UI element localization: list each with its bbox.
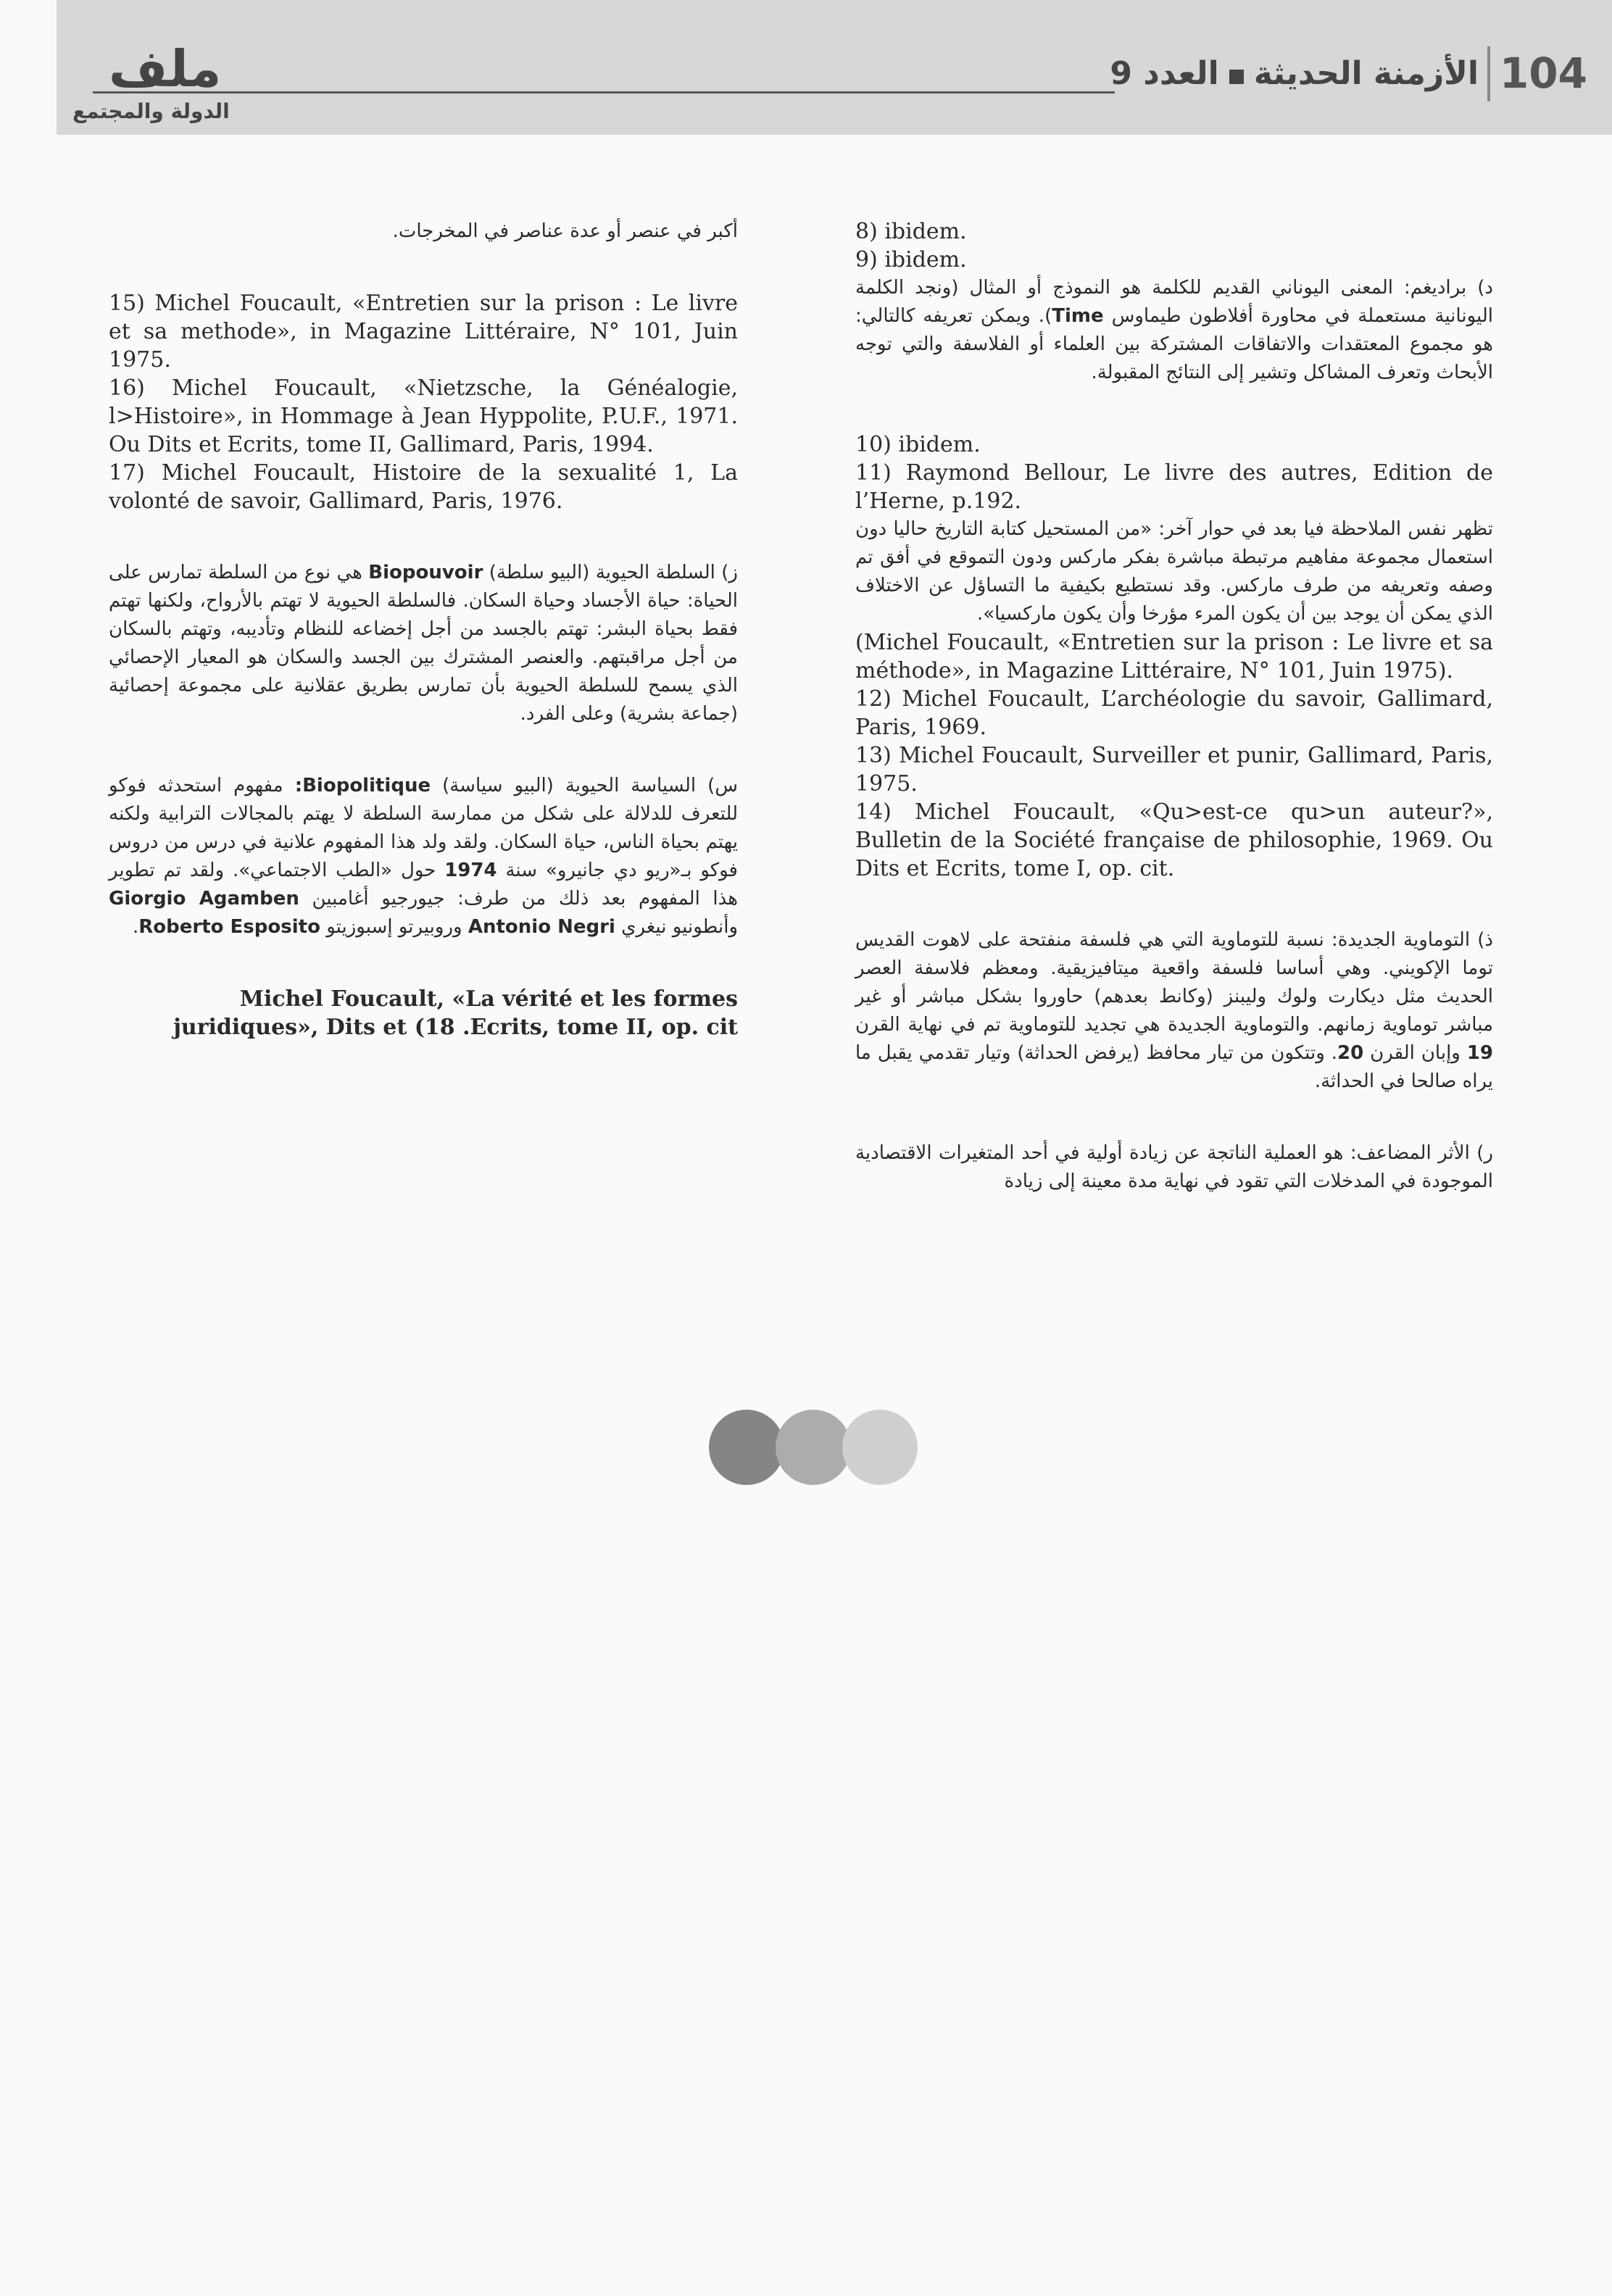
dot-mid-icon	[776, 1410, 851, 1485]
note-s-body3: وأنطونيو نيغري	[615, 916, 738, 938]
header-rule	[93, 91, 1115, 93]
note-d-body1: د) براديغم: المعنى اليوناني القديم للكلمة هو النموذج أو المثال (ونجد الكلمة اليونانية مستعملة في محاورة أفلاطون طيماوس	[855, 277, 1493, 327]
reference-18-block	[109, 985, 738, 1041]
references-block-12-14	[855, 628, 1493, 883]
references-block-left	[109, 289, 738, 515]
references-block-10-11	[855, 430, 1493, 515]
reference-18: Michel Foucault, «La vérité et les formes juridiques», Dits et (18 .Ecrits, tome II, op. cit	[173, 986, 738, 1040]
note-biopouvoir	[109, 559, 738, 728]
note-s-term: Biopolitique:	[294, 775, 431, 796]
note-s-body1: مفهوم استحدثه فوكو للتعرف للدلالة على شكل من ممارسة السلطة لا يهتم بالمجالات الترابية ولكنه يهتم بحياة الناس، حياة السكان. ولقد ولد هذا المفهوم علانية في درس من دروس فوكو بـ«ريو دي جانيرو» سنة	[109, 775, 738, 881]
note-marx-quote	[855, 515, 1493, 628]
note-s-lead: س) السياسة الحيوية (البيو سياسة)	[431, 775, 738, 796]
reference-12: 12) Michel Foucault, L’archéologie du savoir, Gallimard, Paris, 1969.	[855, 686, 1493, 740]
left-column	[109, 217, 738, 1085]
note-s-year: 1974	[444, 860, 497, 881]
note-d-term: Time	[1052, 305, 1104, 327]
note-z-term: Biopouvoir	[368, 562, 483, 583]
note-d-body2: ). ويمكن تعريفه كالتالي: هو مجموع المعتقدات والاتفاقات المشتركة بين العلماء أو الفلاسفة والتي توجه الأبحاث وتعرف المشاكل وتشير إلى النتائج المقبولة.	[855, 305, 1493, 383]
note-d-text	[855, 274, 1493, 387]
reference-16: 16) Michel Foucault, «Nietzsche, la Généalogie, l>Histoire», in Hommage à Jean Hyppolite, P.U.F., 1971. Ou Dits et Ecrits, tome II, Gallimard, Paris, 1994.	[109, 375, 738, 457]
note-multiplier	[855, 1139, 1493, 1196]
note-s-body4: وروبيرتو إسبوزيتو	[320, 916, 468, 938]
note-z-text	[109, 559, 738, 728]
right-column	[855, 217, 1493, 1239]
note-s-name-agamben: Giorgio Agamben	[109, 888, 299, 910]
note-dh-n1: 19	[1466, 1042, 1494, 1064]
journal-name: الأزمنة الحديثة	[1253, 55, 1479, 92]
reference-14: 14) Michel Foucault, «Qu>est-ce qu>un auteur?», Bulletin de la Société française de philosophie, 1969. Ou Dits et Ecrits, tome I, op. cit.	[855, 799, 1493, 881]
reference-9: 9) ibidem.	[855, 247, 967, 273]
square-bullet-icon	[1229, 70, 1244, 84]
continuation-block	[109, 217, 738, 246]
reference-15: 15) Michel Foucault, «Entretien sur la prison : Le livre et sa methode», in Magazine Littéraire, N° 101, Juin 1975.	[109, 291, 738, 373]
reference-entretien: (Michel Foucault, «Entretien sur la prison : Le livre et sa méthode», in Magazine Littéraire, N° 101, Juin 1975).	[855, 630, 1493, 683]
reference-17: 17) Michel Foucault, Histoire de la sexualité 1, La volonté de savoir, Gallimard, Paris, 1976.	[109, 460, 738, 514]
reference-8: 8) ibidem.	[855, 219, 967, 244]
dot-dark-icon	[709, 1410, 784, 1485]
note-dh-body2: وإبان القرن	[1363, 1042, 1467, 1064]
note-s-end: .	[132, 916, 139, 938]
section-kicker: ملف	[109, 39, 222, 99]
reference-11: 11) Raymond Bellour, Le livre des autres, Edition de l’Herne, p.192.	[855, 460, 1493, 514]
note-neo-thomism	[855, 926, 1493, 1096]
note-paradigm	[855, 274, 1493, 387]
issue-number: العدد 9	[1110, 55, 1219, 92]
page-number: 104	[1499, 49, 1587, 98]
note-dh-body3: . وتتكون من تيار محافظ (يرفض الحداثة) وتيار تقدمي يقبل ما يراه صالحا في الحداثة.	[855, 1042, 1493, 1092]
note-r-text: ر) الأثر المضاعف: هو العملية الناتجة عن زيادة أولية في أحد المتغيرات الاقتصادية الموجودة في المدخلات التي تقود في نهاية مدة معينة إلى زيادة	[855, 1142, 1493, 1192]
reference-13: 13) Michel Foucault, Surveiller et punir, Gallimard, Paris, 1975.	[855, 743, 1493, 796]
section-subtitle: الدولة والمجتمع	[72, 99, 230, 123]
note-dh-n2: 20	[1337, 1042, 1364, 1064]
note-z-body: هي نوع من السلطة تمارس على الحياة: حياة الأجساد وحياة السكان. فالسلطة الحيوية لا تهتم بالأرواح، ولكنها تهتم فقط بحياة البشر: تهتم بالجسد من أجل إخضاعه للنظام وتأديبه، وتهتم بالسكان من أجل مراقبتهم. والعنصر المشترك بين الجسد والسكان هو المعيار الإحصائي الذي يسمح للسلطة الحيوية بأن تمارس بطريق عقلانية على مجموعة إحصائية (جماعة بشرية) وعلى الفرد.	[109, 562, 738, 725]
note-z-lead: ز) السلطة الحيوية (البيو سلطة)	[483, 562, 738, 583]
note-quote-text: تظهر نفس الملاحظة فيا بعد في حوار آخر: «من المستحيل كتابة التاريخ حاليا دون استعمال مجموعة مفاهيم مرتبطة مباشرة بفكر ماركس ودون التموقع في أفق تم وصفه وتعريفه من طرف ماركس. وقد نستطيع بكيفية ما التساؤل عن الاختلاف الذي يمكن أن يوجد بين أن يكون المرء مؤرخا وأن يكون ماركسيا».	[855, 518, 1493, 625]
note-dh-text	[855, 926, 1493, 1096]
dot-light-icon	[842, 1410, 918, 1485]
note-s-body2: حول «الطب الاجتماعي». ولقد تم تطوير هذا المفهوم بعد ذلك من طرف: جيورجيو أغامبين	[109, 860, 738, 910]
note-s-name-negri: Antonio Negri	[468, 916, 615, 938]
note-s-name-esposito: Roberto Esposito	[138, 916, 320, 938]
journal-title	[1110, 55, 1479, 92]
references-block-8-9	[855, 217, 1493, 274]
note-dh-body1: ذ) التوماوية الجديدة: نسبة للتوماوية التي هي فلسفة منفتحة على لاهوت القديس توما الإكويني. وهي أساسا فلسفة واقعية ميتافيزيقية. ومعظم فلاسفة العصر الحديث مثل ديكارت ولوك وليبنز (وكانط بعدهم) حاوروا بشكل مباشر أو غير مباشر توماوية زمانهم. والتوماوية الجديدة هي تجديد للتوماوية تم في نهاية القرن	[855, 929, 1493, 1036]
page-number-divider	[1487, 46, 1490, 101]
note-s-text	[109, 772, 738, 941]
reference-10: 10) ibidem.	[855, 432, 981, 457]
note-biopolitique	[109, 772, 738, 941]
continuation-text: أكبر في عنصر أو عدة عناصر في المخرجات.	[392, 220, 738, 242]
